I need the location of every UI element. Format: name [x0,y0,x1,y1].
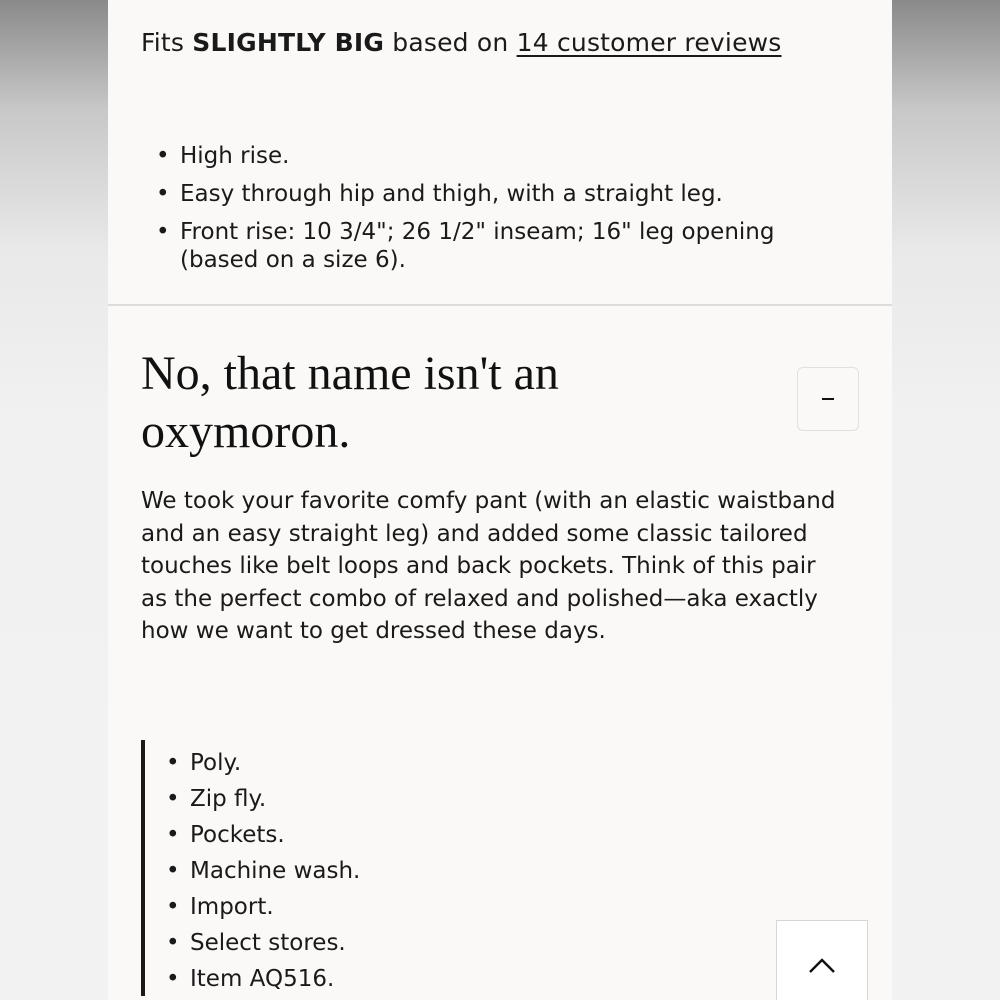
product-description: We took your favorite comfy pant (with an elastic waistband and an easy straight leg) and added some classic tailored touches like belt loops and back pockets. Think of this pair as the perfect combo of relaxed and polished—aka exactly how we want to get dressed these days. [141,488,836,644]
list-item: • Item AQ516. [166,961,360,997]
product-detail-list [166,745,360,997]
minus-icon [822,398,834,400]
detail-list-bar [141,740,145,996]
list-item: • Machine wash. [166,853,360,889]
fit-prefix: Fits [141,28,193,57]
fit-middle: based on [384,28,517,57]
background-right [892,0,1000,1000]
background-left [0,0,108,1000]
list-item [156,142,856,170]
list-item: • Import. [166,889,360,925]
spec-text: High rise. [180,143,290,169]
back-to-top-button[interactable] [776,920,868,1000]
fit-spec-list [156,142,856,284]
collapse-toggle-button[interactable] [797,367,859,431]
list-item: • Select stores. [166,925,360,961]
spec-text: Easy through hip and thigh, with a straight leg. [180,181,723,207]
list-item: • Zip fly. [166,781,360,817]
section-title: No, that name isn't an oxymoron. [141,347,559,458]
list-item: • Poly. [166,745,360,781]
spec-text: Front rise: 10 3/4"; 26 1/2" inseam; 16" leg opening (based on a size 6). [180,219,775,273]
fit-summary [141,28,782,57]
list-item [156,180,856,208]
product-details-panel [108,0,892,1000]
section-divider [108,304,892,306]
reviews-link[interactable]: 14 customer reviews [516,28,782,57]
list-item: • Pockets. [166,817,360,853]
fit-size: SLIGHTLY BIG [192,28,385,57]
list-item [156,218,856,274]
chevron-up-icon [808,957,836,973]
